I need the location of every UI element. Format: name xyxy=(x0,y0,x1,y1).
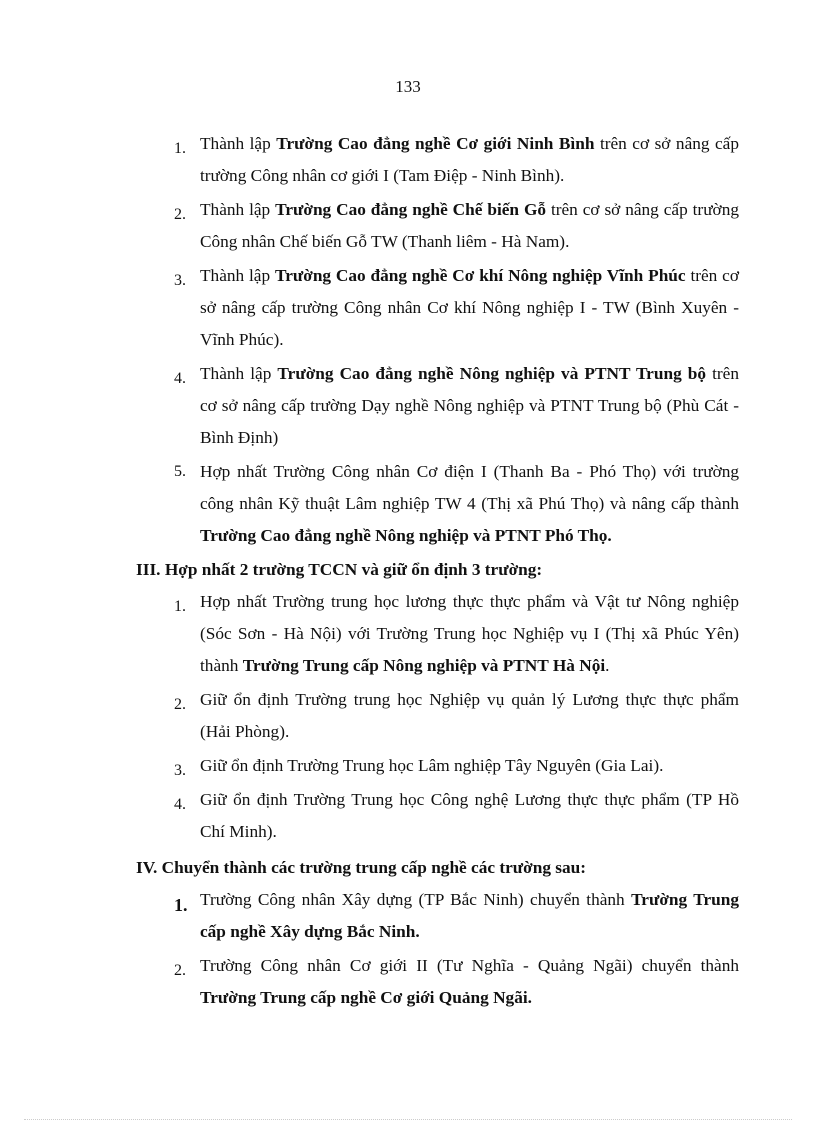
institution-name: Trường Trung cấp nghề Xây dựng Bắc Ninh. xyxy=(200,890,739,941)
institution-name: Trường Trung cấp Nông nghiệp và PTNT Hà Nội xyxy=(242,656,606,675)
section-heading-iii: III. Hợp nhất 2 trường TCCN và giữ ổn định 3 trường: xyxy=(136,560,543,579)
institution-name: Trường Cao đẳng nghề Nông nghiệp và PTNT Trung bộ xyxy=(277,364,707,383)
institution-name: Trường Cao đẳng nghề Chế biến Gỗ xyxy=(275,200,547,219)
list-number: 4. xyxy=(174,370,186,387)
list-number: 1. xyxy=(174,895,188,915)
list-item: 1. Trường Công nhân Xây dựng (TP Bắc Ninh) chuyển thành Trường Trung cấp nghề Xây dựng Bắc Ninh. xyxy=(174,890,739,941)
list-item: 3. Giữ ổn định Trường Trung học Lâm nghiệp Tây Nguyên (Gia Lai). xyxy=(200,750,739,782)
institution-name: Trường Trung cấp nghề Cơ giới Quảng Ngãi. xyxy=(200,988,532,1007)
list-number: 4. xyxy=(174,796,186,813)
section-heading-iv: IV. Chuyển thành các trường trung cấp nghề các trường sau: xyxy=(136,858,587,877)
document-body xyxy=(0,128,816,1016)
list-number: 2. xyxy=(174,206,186,223)
institution-name: Trường Cao đẳng nghề Cơ khí Nông nghiệp Vĩnh Phúc xyxy=(274,266,686,285)
list-number: 1. xyxy=(174,140,186,157)
list-number: 3. xyxy=(174,272,186,289)
list-item: 2. Giữ ổn định Trường trung học Nghiệp vụ quản lý Lương thực thực phẩm (Hải Phòng). xyxy=(174,690,739,741)
list-number: 1. xyxy=(174,598,186,615)
list-item: 2. Thành lập Trường Cao đẳng nghề Chế biến Gỗ trên cơ sở nâng cấp trường Công nhân Chế biến Gỗ TW (Thanh liêm - Hà Nam). xyxy=(174,200,739,251)
list-item: 3. Thành lập Trường Cao đẳng nghề Cơ khí Nông nghiệp Vĩnh Phúc trên cơ sở nâng cấp trường Công nhân Cơ khí Nông nghiệp I - TW (Bình Xuyên - Vĩnh Phúc). xyxy=(174,266,739,349)
page-number: 133 xyxy=(395,77,421,96)
list-item: 4. Giữ ổn định Trường Trung học Công nghệ Lương thực thực phẩm (TP Hồ Chí Minh). xyxy=(174,790,739,841)
list-item: 5. Hợp nhất Trường Công nhân Cơ điện I (Thanh Ba - Phó Thọ) với trường công nhân Kỹ thuật Lâm nghiệp TW 4 (Thị xã Phú Thọ) và nâng cấp thành Trường Cao đẳng nghề Nông nghiệp và PTNT Phó Thọ. xyxy=(200,456,739,552)
institution-name: Trường Cao đẳng nghề Nông nghiệp và PTNT Phó Thọ. xyxy=(200,526,612,545)
list-number: 2. xyxy=(174,696,186,713)
list-item: 1. Thành lập Trường Cao đẳng nghề Cơ giới Ninh Bình trên cơ sở nâng cấp trường Công nhân cơ giới I (Tam Điệp - Ninh Bình). xyxy=(174,134,739,185)
list-item: 1. Hợp nhất Trường trung học lương thực thực phẩm và Vật tư Nông nghiệp (Sóc Sơn - Hà Nội) với Trường Trung học Nghiệp vụ I (Thị xã Phúc Yên) thành Trường Trung cấp Nông nghiệp và PTNT Hà Nội. xyxy=(174,592,739,675)
list-number: 5. xyxy=(174,463,186,480)
list-number: 2. xyxy=(174,962,186,979)
list-item: 4. Thành lập Trường Cao đẳng nghề Nông nghiệp và PTNT Trung bộ trên cơ sở nâng cấp trường Dạy nghề Nông nghiệp và PTNT Trung bộ (Phù Cát - Bình Định) xyxy=(174,364,739,447)
page-bottom-rule xyxy=(24,1119,792,1120)
list-item: 2. Trường Công nhân Cơ giới II (Tư Nghĩa - Quảng Ngãi) chuyển thành Trường Trung cấp nghề Cơ giới Quảng Ngãi. xyxy=(174,956,739,1007)
institution-name: Trường Cao đẳng nghề Cơ giới Ninh Bình xyxy=(276,134,595,153)
list-number: 3. xyxy=(174,762,186,779)
